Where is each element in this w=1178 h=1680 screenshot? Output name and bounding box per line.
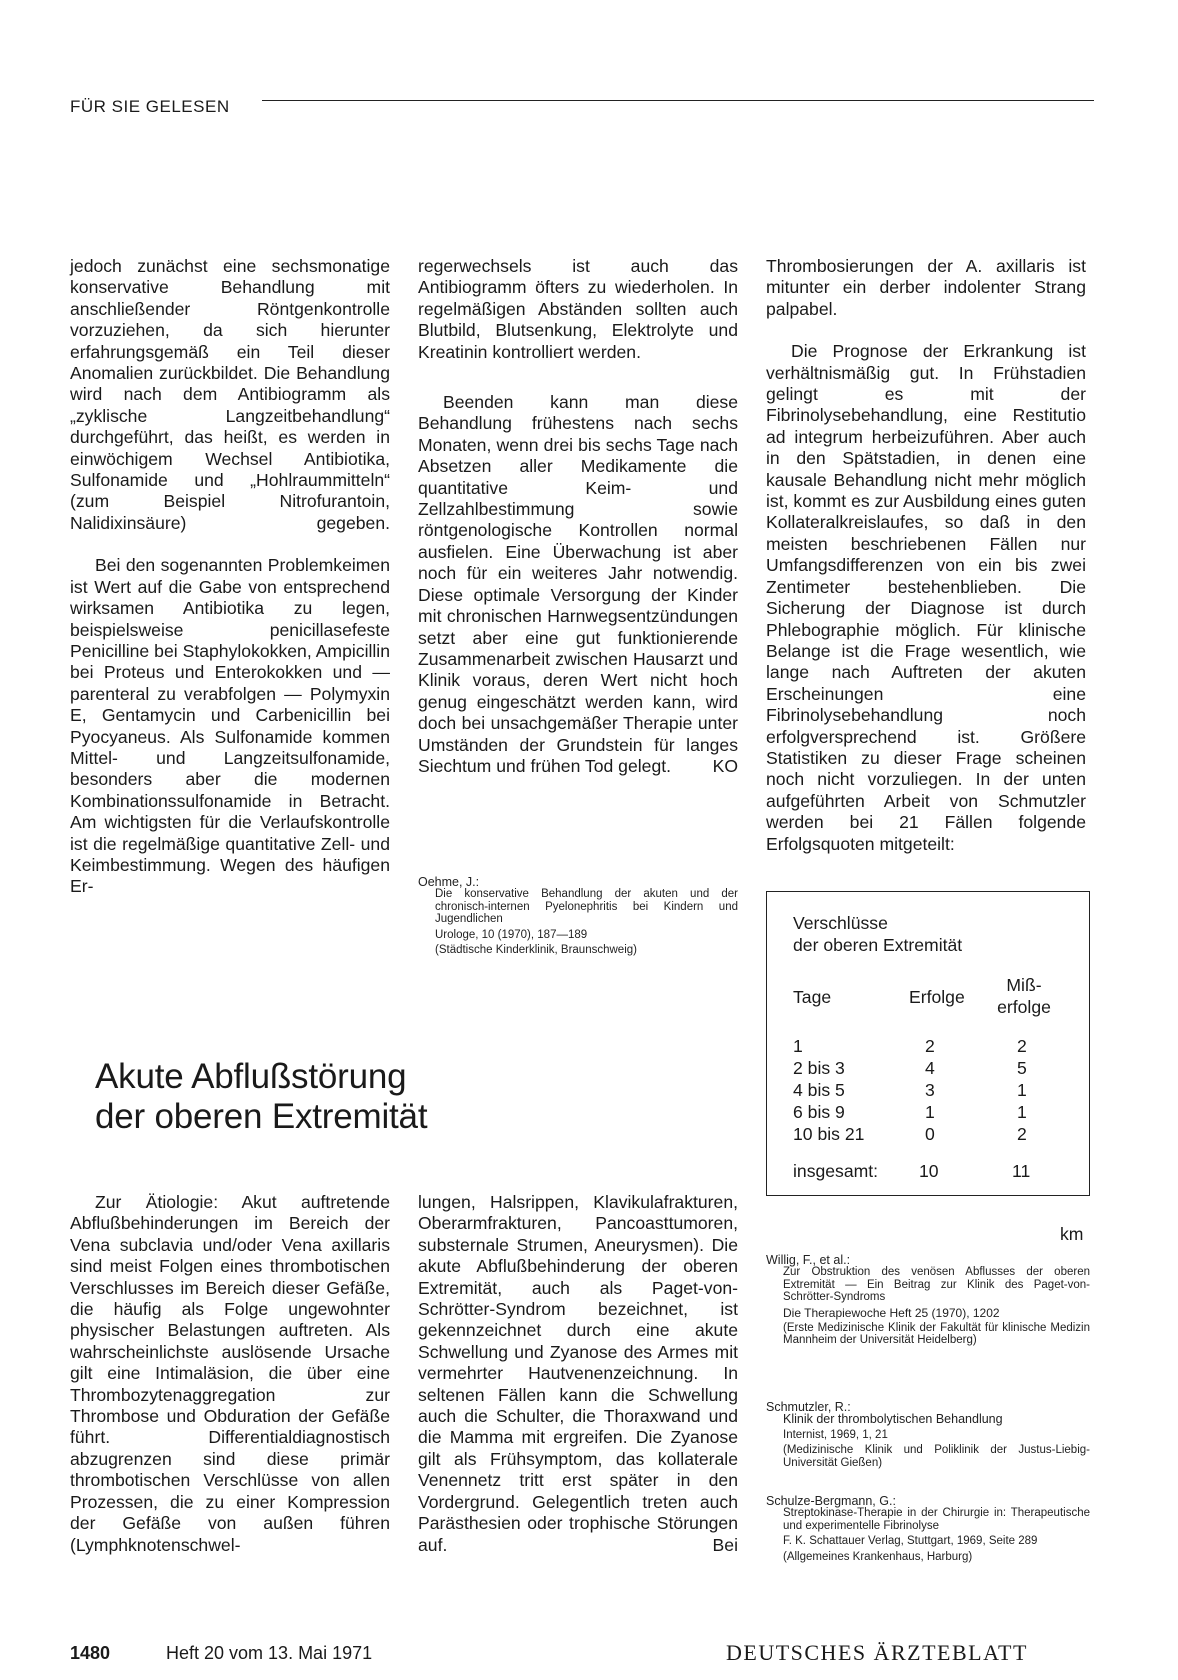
column-header-misserfolge <box>989 974 1059 1018</box>
reference-journal: Urologe, 10 (1970), 187—189 <box>435 928 588 941</box>
reference-oehme <box>418 876 738 956</box>
total-label: insgesamt: <box>793 1161 879 1181</box>
cell-tage: 2 bis 3 <box>793 1058 845 1078</box>
cell-erfolge: 1 <box>925 1102 935 1122</box>
cell-erfolge: 0 <box>925 1124 935 1144</box>
cell-misserfolge: 1 <box>1017 1102 1027 1122</box>
reference-author: Schmutzler, R.: <box>766 1400 851 1414</box>
reference-title: Streptokinase-Therapie in der Chirurgie in: Therapeutische und experimentelle Fibrinolyse <box>783 1507 1090 1532</box>
paragraph: regerwechsels ist auch das Antibiogramm öfters zu wiederholen. In regelmäßigen Abständen sollten auch Blutbild, Blutsenkung, Elektrolyte und Kreatinin kontrolliert werden. <box>418 256 738 362</box>
article-title-line-1: Akute Abflußstörung <box>95 1057 407 1096</box>
paragraph-text: Beenden kann man diese Behandlung frühestens nach sechs Monaten, wenn drei bis sechs Tage nach Absetzen aller Medikamente die quantitative Keim- und Zellzahlbestimmung sowie röntgenologische Kontrollen normal ausfielen. Eine Überwachung ist aber noch für ein weiteres Jahr notwendig. Diese optimale Versorgung der Kinder mit chronischen Harnwegsentzündungen setzt aber eine gut funktionierende Zusammenarbeit zwischen Hausarzt und Klinik voraus, deren Wert nicht hoch genug eingeschätzt werden kann, wird doch bei unsachgemäßer Therapie unter Umständen der Grundstein für langes Siechtum und frühen Tod gelegt. <box>418 392 738 776</box>
reference-institution: (Erste Medizinische Klinik der Fakultät für klinische Medizin Mannheim der Universität Heidelberg) <box>783 1322 1090 1347</box>
cell-erfolge: 4 <box>925 1058 935 1078</box>
reference-institution: (Städtische Kinderklinik, Braunschweig) <box>435 944 637 957</box>
reference-institution: (Medizinische Klinik und Poliklinik der Justus-Liebig-Universität Gießen) <box>783 1444 1090 1469</box>
author-signature: KO <box>712 755 738 776</box>
reference-schmutzler <box>766 1401 1090 1469</box>
reference-willig <box>766 1254 1090 1347</box>
reference-author: Schulze-Bergmann, G.: <box>766 1494 896 1508</box>
cell-tage: 1 <box>793 1036 803 1056</box>
section-header: FÜR SIE GELESEN <box>70 97 230 116</box>
total-misserfolge: 11 <box>1012 1161 1031 1181</box>
header-rule <box>262 100 1094 101</box>
total-erfolge: 10 <box>919 1161 939 1181</box>
table-caption <box>793 912 962 956</box>
cell-misserfolge: 2 <box>1017 1124 1027 1144</box>
reference-institution: (Allgemeines Krankenhaus, Harburg) <box>783 1550 973 1563</box>
article2-column-1 <box>70 1192 390 1556</box>
paragraph: jedoch zunächst eine sechsmonatige konservative Behandlung mit anschließender Röntgenkontrolle vorzuziehen, da sich hierunter erfahrungsgemäß ein Teil dieser Anomalien zurückbildet. Die Behandlung wird nach dem Antibiogramm als „zyklische Langzeitbehandlung“ durchgeführt, das heißt, es werden in einwöchigem Wechsel Antibiotika, Sulfonamide und „Hohlraummitteln“ (zum Beispiel Nitrofurantoin, Nalidixinsäure) gegeben. <box>70 256 390 533</box>
cell-misserfolge: 5 <box>1017 1058 1027 1078</box>
column-header-misserfolge-line-2: erfolge <box>997 997 1051 1017</box>
reference-title: Zur Obstruktion des venösen Abflusses der oberen Extremität — Ein Beitrag zur Klinik des Paget-von-Schrötter-Syndroms <box>783 1266 1090 1304</box>
paragraph: lungen, Halsrippen, Klavikulafrakturen, Oberarmfrakturen, Pancoasttumoren, substernale Strumen, Aneurysmen). Die akute Abflußbehinderung der oberen Extremität, auch als Paget-von-Schrötter-Syndrom bezeichnet, ist gekennzeichnet durch eine akute Schwellung und Zyanose des Armes mit vermehrter Hautvenenzeichnung. In seltenen Fällen kann die Schwellung auch die Schulter, die Thoraxwand und die Mamma mit ergreifen. Die Zyanose gilt als Frühsymptom, das kollaterale Venennetz tritt erst später in den Vordergrund. Gelegentlich treten auch Parästhesien oder trophische Störungen auf. Bei <box>418 1192 738 1555</box>
paragraph: Die Prognose der Erkrankung ist verhältnismäßig gut. In Frühstadien gelingt es mit der Fibrinolysebehandlung, eine Restitutio ad integrum herbeizuführen. Aber auch in den Spätstadien, in denen eine kausale Behandlung nicht mehr möglich ist, kommt es zur Ausbildung eines guten Kollateralkreislaufes, so daß in den meisten beschriebenen Fällen nur Umfangsdifferenzen von ein bis zwei Zentimeter bestehenblieben. Die Sicherung der Diagnose ist durch Phlebographie möglich. Für klinische Belange ist die Frage wesentlich, wie lange nach Auftreten der akuten Erscheinungen eine Fibrinolysebehandlung noch erfolgversprechend ist. Größere Statistiken zu dieser Frage scheinen noch nicht vorzuliegen. In der unten aufgeführten Arbeit von Schmutzler werden bei 21 Fällen folgende Erfolgsquoten mitgeteilt: <box>766 341 1086 854</box>
reference-journal: Internist, 1969, 1, 21 <box>783 1428 888 1441</box>
article-title-line-2: der oberen Extremität <box>95 1097 428 1136</box>
cell-tage: 6 bis 9 <box>793 1102 845 1122</box>
article2-column-3 <box>766 256 1086 855</box>
article-title <box>95 1057 427 1137</box>
reference-publisher: F. K. Schattauer Verlag, Stuttgart, 1969, Seite 289 <box>783 1535 1038 1548</box>
reference-title: Die konservative Behandlung der akuten und der chronisch-internen Pyelonephritis bei Kindern und Jugendlichen <box>435 888 738 926</box>
author-signature: km <box>1060 1224 1084 1244</box>
cell-erfolge: 3 <box>925 1080 935 1100</box>
paragraph: Thrombosierungen der A. axillaris ist mitunter ein derber indolenter Strang palpabel. <box>766 256 1086 319</box>
results-table <box>766 891 1090 1196</box>
column-header-misserfolge-line-1: Miß- <box>1006 975 1042 995</box>
issue-info: Heft 20 vom 13. Mai 1971 <box>166 1643 373 1663</box>
paragraph <box>418 392 738 777</box>
table-caption-line-1: Verschlüsse <box>793 913 888 933</box>
reference-journal: Die Therapiewoche Heft 25 (1970), 1202 <box>783 1305 1000 1320</box>
article1-column-1 <box>70 256 390 898</box>
reference-schulze-bergmann <box>766 1495 1090 1563</box>
paragraph: Zur Ätiologie: Akut auftretende Abflußbehinderungen im Bereich der Vena subclavia und/oder Vena axillaris sind meist Folgen eines thrombotischen Verschlusses im Bereich dieser Gefäße, die häufig als Folge ungewohnter physischer Belastungen auftreten. Als wahrscheinlichste auslösende Ursache gilt eine Intimaläsion, die über eine Thrombozytenaggregation zur Thrombose und Obduration der Gefäße führt. Differentialdiagnostisch abzugrenzen sind diese primär thrombotischen Verschlüsse von allen Prozessen, die zu einer Kompression der Gefäße von außen führen (Lymphknotenschwel- <box>70 1192 390 1555</box>
column-header-tage: Tage <box>793 987 832 1007</box>
journal-name: DEUTSCHES ÄRZTEBLATT <box>726 1640 1028 1665</box>
cell-tage: 10 bis 21 <box>793 1124 865 1144</box>
paragraph: Bei den sogenannten Problemkeimen ist Wert auf die Gabe von entsprechend wirksamen Antibiotika zu legen, beispielsweise penicillasefeste Penicilline bei Staphylokokken, Ampicillin bei Proteus und Enterokokken und — parenteral zu verabfolgen — Polymyxin E, Gentamycin und Carbenicillin bei Pyocyaneus. Als Sulfonamide kommen Mittel- und Langzeitsulfonamide, besonders aber die modernen Kombinationssulfonamide in Betracht. Am wichtigsten für die Verlaufskontrolle ist die regelmäßige quantitative Zell- und Keimbestimmung. Wegen des häufigen Er- <box>70 555 390 897</box>
reference-author: Oehme, J.: <box>418 875 480 889</box>
table-caption-line-2: der oberen Extremität <box>793 935 963 955</box>
reference-author: Willig, F., et al.: <box>766 1253 851 1267</box>
page-number: 1480 <box>70 1643 111 1663</box>
article2-column-2 <box>418 1192 738 1556</box>
cell-misserfolge: 2 <box>1017 1036 1027 1056</box>
article1-column-2 <box>418 256 738 777</box>
cell-erfolge: 2 <box>925 1036 935 1056</box>
reference-title: Klinik der thrombolytischen Behandlung <box>783 1412 1003 1427</box>
cell-misserfolge: 1 <box>1017 1080 1027 1100</box>
cell-tage: 4 bis 5 <box>793 1080 845 1100</box>
column-header-erfolge: Erfolge <box>909 987 965 1007</box>
